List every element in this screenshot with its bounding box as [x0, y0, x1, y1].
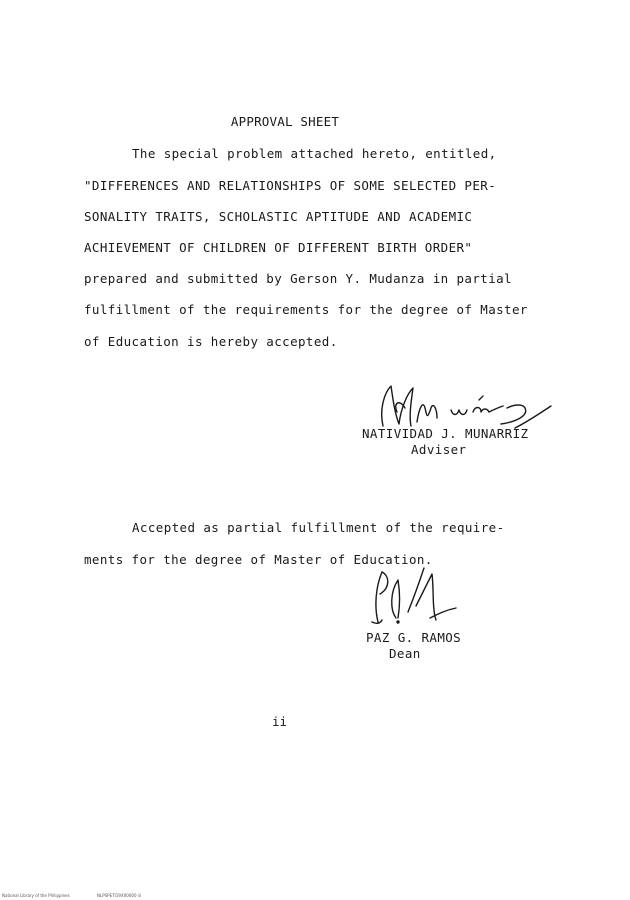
dean-signature [360, 562, 470, 632]
acceptance-line-2: ments for the degree of Master of Education. [84, 552, 433, 567]
dean-name: PAZ G. RAMOS [366, 630, 462, 645]
body-line-7: of Education is hereby accepted. [84, 334, 338, 349]
footer-watermark [2, 893, 167, 898]
body-line-5: prepared and submitted by Gerson Y. Mudanza in partial [84, 271, 512, 286]
adviser-title: Adviser [411, 442, 467, 457]
body-line-3: SONALITY TRAITS, SCHOLASTIC APTITUDE AND ACADEMIC [84, 209, 473, 224]
adviser-name: NATIVIDAD J. MUNARRIZ [362, 426, 529, 441]
body-line-4: ACHIEVEMENT OF CHILDREN OF DIFFERENT BIRTH ORDER" [84, 240, 473, 255]
page-number: ii [272, 714, 288, 729]
body-line-1: The special problem attached hereto, entitled, [132, 146, 497, 161]
dean-title: Dean [389, 646, 421, 661]
footer-library: National Library of the Philippines [2, 893, 70, 898]
page-title: APPROVAL SHEET [230, 114, 340, 129]
acceptance-line-1: Accepted as partial fulfillment of the require- [132, 520, 505, 535]
footer-code: NLPSPETI19XX0000 iii [97, 893, 142, 898]
body-line-2: "DIFFERENCES AND RELATIONSHIPS OF SOME SELECTED PER- [84, 178, 497, 193]
body-line-6: fulfillment of the requirements for the degree of Master [84, 302, 528, 317]
